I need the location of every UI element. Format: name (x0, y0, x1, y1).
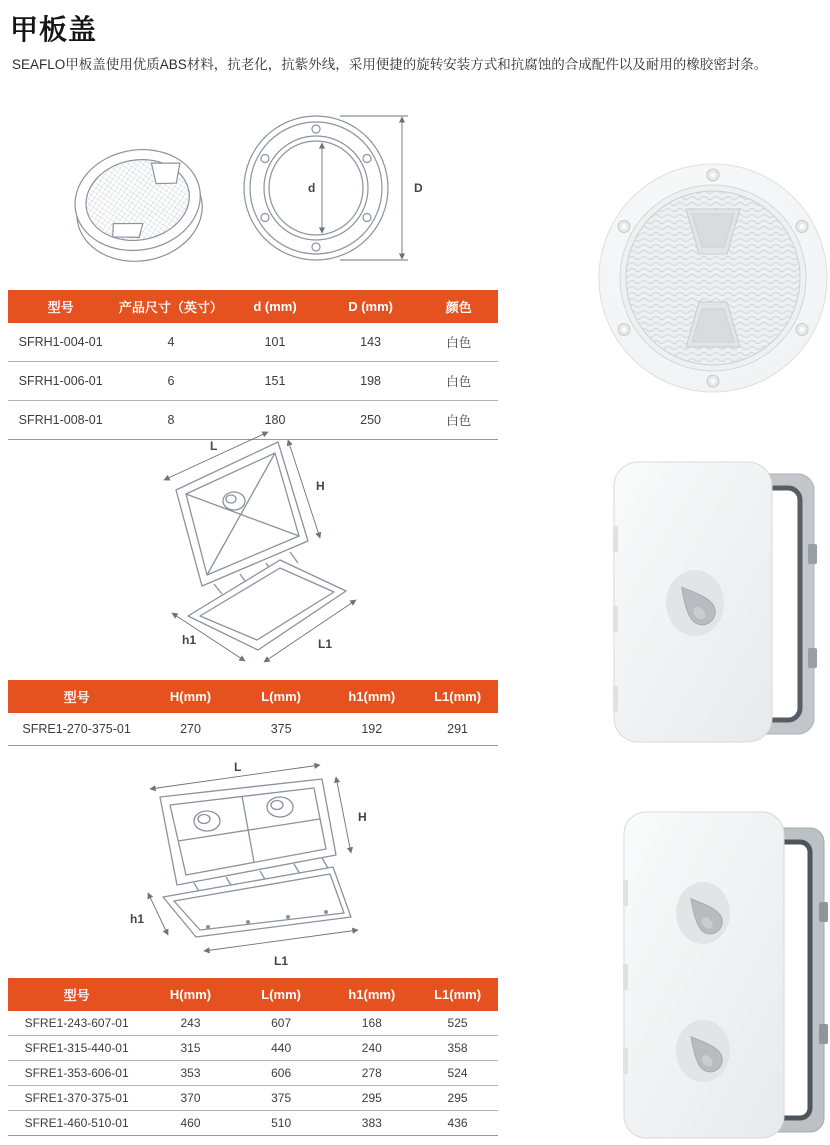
table-header-row (8, 680, 498, 713)
model-cell: SFRE1-353-606-01 (8, 1061, 145, 1086)
round-plate-diagram (40, 100, 452, 297)
round-plate-perspective-view (67, 140, 210, 271)
model-cell: SFRH1-006-01 (8, 362, 113, 401)
L-cell: 440 (236, 1036, 327, 1061)
size-cell: 4 (113, 323, 228, 362)
h1-cell: 295 (326, 1086, 417, 1111)
column-header-size: 产品尺寸（英寸） (113, 290, 228, 323)
single-hatch-diagram (130, 428, 430, 673)
column-header-D: D (mm) (322, 290, 420, 323)
H-cell: 370 (145, 1086, 236, 1111)
h1-cell: 240 (326, 1036, 417, 1061)
H-cell: 315 (145, 1036, 236, 1061)
model-cell: SFRE1-243-607-01 (8, 1011, 145, 1036)
dim-label-h1: h1 (182, 633, 197, 647)
L-cell: 607 (236, 1011, 327, 1036)
column-header-model: 型号 (8, 290, 113, 323)
H-cell: 270 (145, 713, 236, 746)
h1-cell: 383 (326, 1111, 417, 1136)
L1-cell: 524 (417, 1061, 498, 1086)
page-title: 甲板盖 (10, 14, 98, 45)
hatch-lid (623, 812, 784, 1138)
column-header-model: 型号 (8, 978, 145, 1011)
page-description: SEAFLO甲板盖使用优质ABS材料，抗老化，抗紫外线，采用便捷的旋转安装方式和抗腐蚀的合成配件以及耐用的橡胶密封条。 (12, 57, 768, 72)
round-plate-table (8, 290, 498, 440)
L-cell: 375 (236, 713, 327, 746)
d-cell: 151 (228, 362, 321, 401)
dim-label-L: L (210, 439, 218, 453)
single-hatch-table (8, 680, 498, 746)
table-header-row (8, 290, 498, 323)
D-cell: 250 (322, 401, 420, 440)
L1-cell: 525 (417, 1011, 498, 1036)
model-cell: SFRH1-008-01 (8, 401, 113, 440)
d-cell: 101 (228, 323, 321, 362)
H-cell: 353 (145, 1061, 236, 1086)
table-row (8, 1011, 498, 1036)
dim-label-L1: L1 (274, 954, 289, 968)
dim-label-d: d (308, 181, 316, 195)
table-row (8, 1036, 498, 1061)
column-header-L1: L1(mm) (417, 978, 498, 1011)
D-cell: 143 (322, 323, 420, 362)
column-header-L: L(mm) (236, 978, 327, 1011)
double-hatch-photo (622, 810, 830, 1145)
dim-label-L1: L1 (318, 637, 333, 651)
hatch-lid (613, 462, 772, 742)
dim-label-L: L (234, 760, 242, 774)
model-cell: SFRE1-270-375-01 (8, 713, 145, 746)
model-cell: SFRE1-315-440-01 (8, 1036, 145, 1061)
L1-cell: 358 (417, 1036, 498, 1061)
table-row (8, 362, 498, 401)
column-header-color: 颜色 (420, 290, 498, 323)
L1-cell: 436 (417, 1111, 498, 1136)
table-row (8, 1086, 498, 1111)
h1-cell: 192 (326, 713, 417, 746)
L-cell: 510 (236, 1111, 327, 1136)
model-cell: SFRE1-460-510-01 (8, 1111, 145, 1136)
column-header-H: H(mm) (145, 978, 236, 1011)
h1-cell: 168 (326, 1011, 417, 1036)
double-hatch-table (8, 978, 498, 1136)
column-header-L1: L1(mm) (417, 680, 498, 713)
column-header-d: d (mm) (228, 290, 321, 323)
color-cell: 白色 (420, 401, 498, 440)
table-row (8, 1111, 498, 1136)
D-cell: 198 (322, 362, 420, 401)
L-cell: 606 (236, 1061, 327, 1086)
column-header-H: H(mm) (145, 680, 236, 713)
dim-label-H: H (316, 479, 325, 493)
table-header-row (8, 978, 498, 1011)
d-cell: 180 (228, 401, 321, 440)
dim-label-D: D (414, 181, 423, 195)
L1-cell: 291 (417, 713, 498, 746)
size-cell: 8 (113, 401, 228, 440)
dimension-line-D (340, 116, 408, 260)
column-header-L: L(mm) (236, 680, 327, 713)
size-cell: 6 (113, 362, 228, 401)
round-plate-front-view (244, 116, 388, 260)
double-hatch-diagram (108, 755, 430, 982)
model-cell: SFRH1-004-01 (8, 323, 113, 362)
dim-label-H: H (358, 810, 367, 824)
table-row (8, 1061, 498, 1086)
column-header-model: 型号 (8, 680, 145, 713)
hatch-line-art (176, 442, 346, 650)
hatch-line-art (160, 779, 351, 937)
table-row (8, 323, 498, 362)
model-cell: SFRE1-370-375-01 (8, 1086, 145, 1111)
L-cell: 375 (236, 1086, 327, 1111)
table-row (8, 713, 498, 746)
single-hatch-photo (612, 460, 820, 751)
column-header-h1: h1(mm) (326, 978, 417, 1011)
round-plate-photo (593, 158, 830, 403)
color-cell: 白色 (420, 323, 498, 362)
h1-cell: 278 (326, 1061, 417, 1086)
color-cell: 白色 (420, 362, 498, 401)
column-header-h1: h1(mm) (326, 680, 417, 713)
dim-label-h1: h1 (130, 912, 145, 926)
H-cell: 460 (145, 1111, 236, 1136)
H-cell: 243 (145, 1011, 236, 1036)
L1-cell: 295 (417, 1086, 498, 1111)
